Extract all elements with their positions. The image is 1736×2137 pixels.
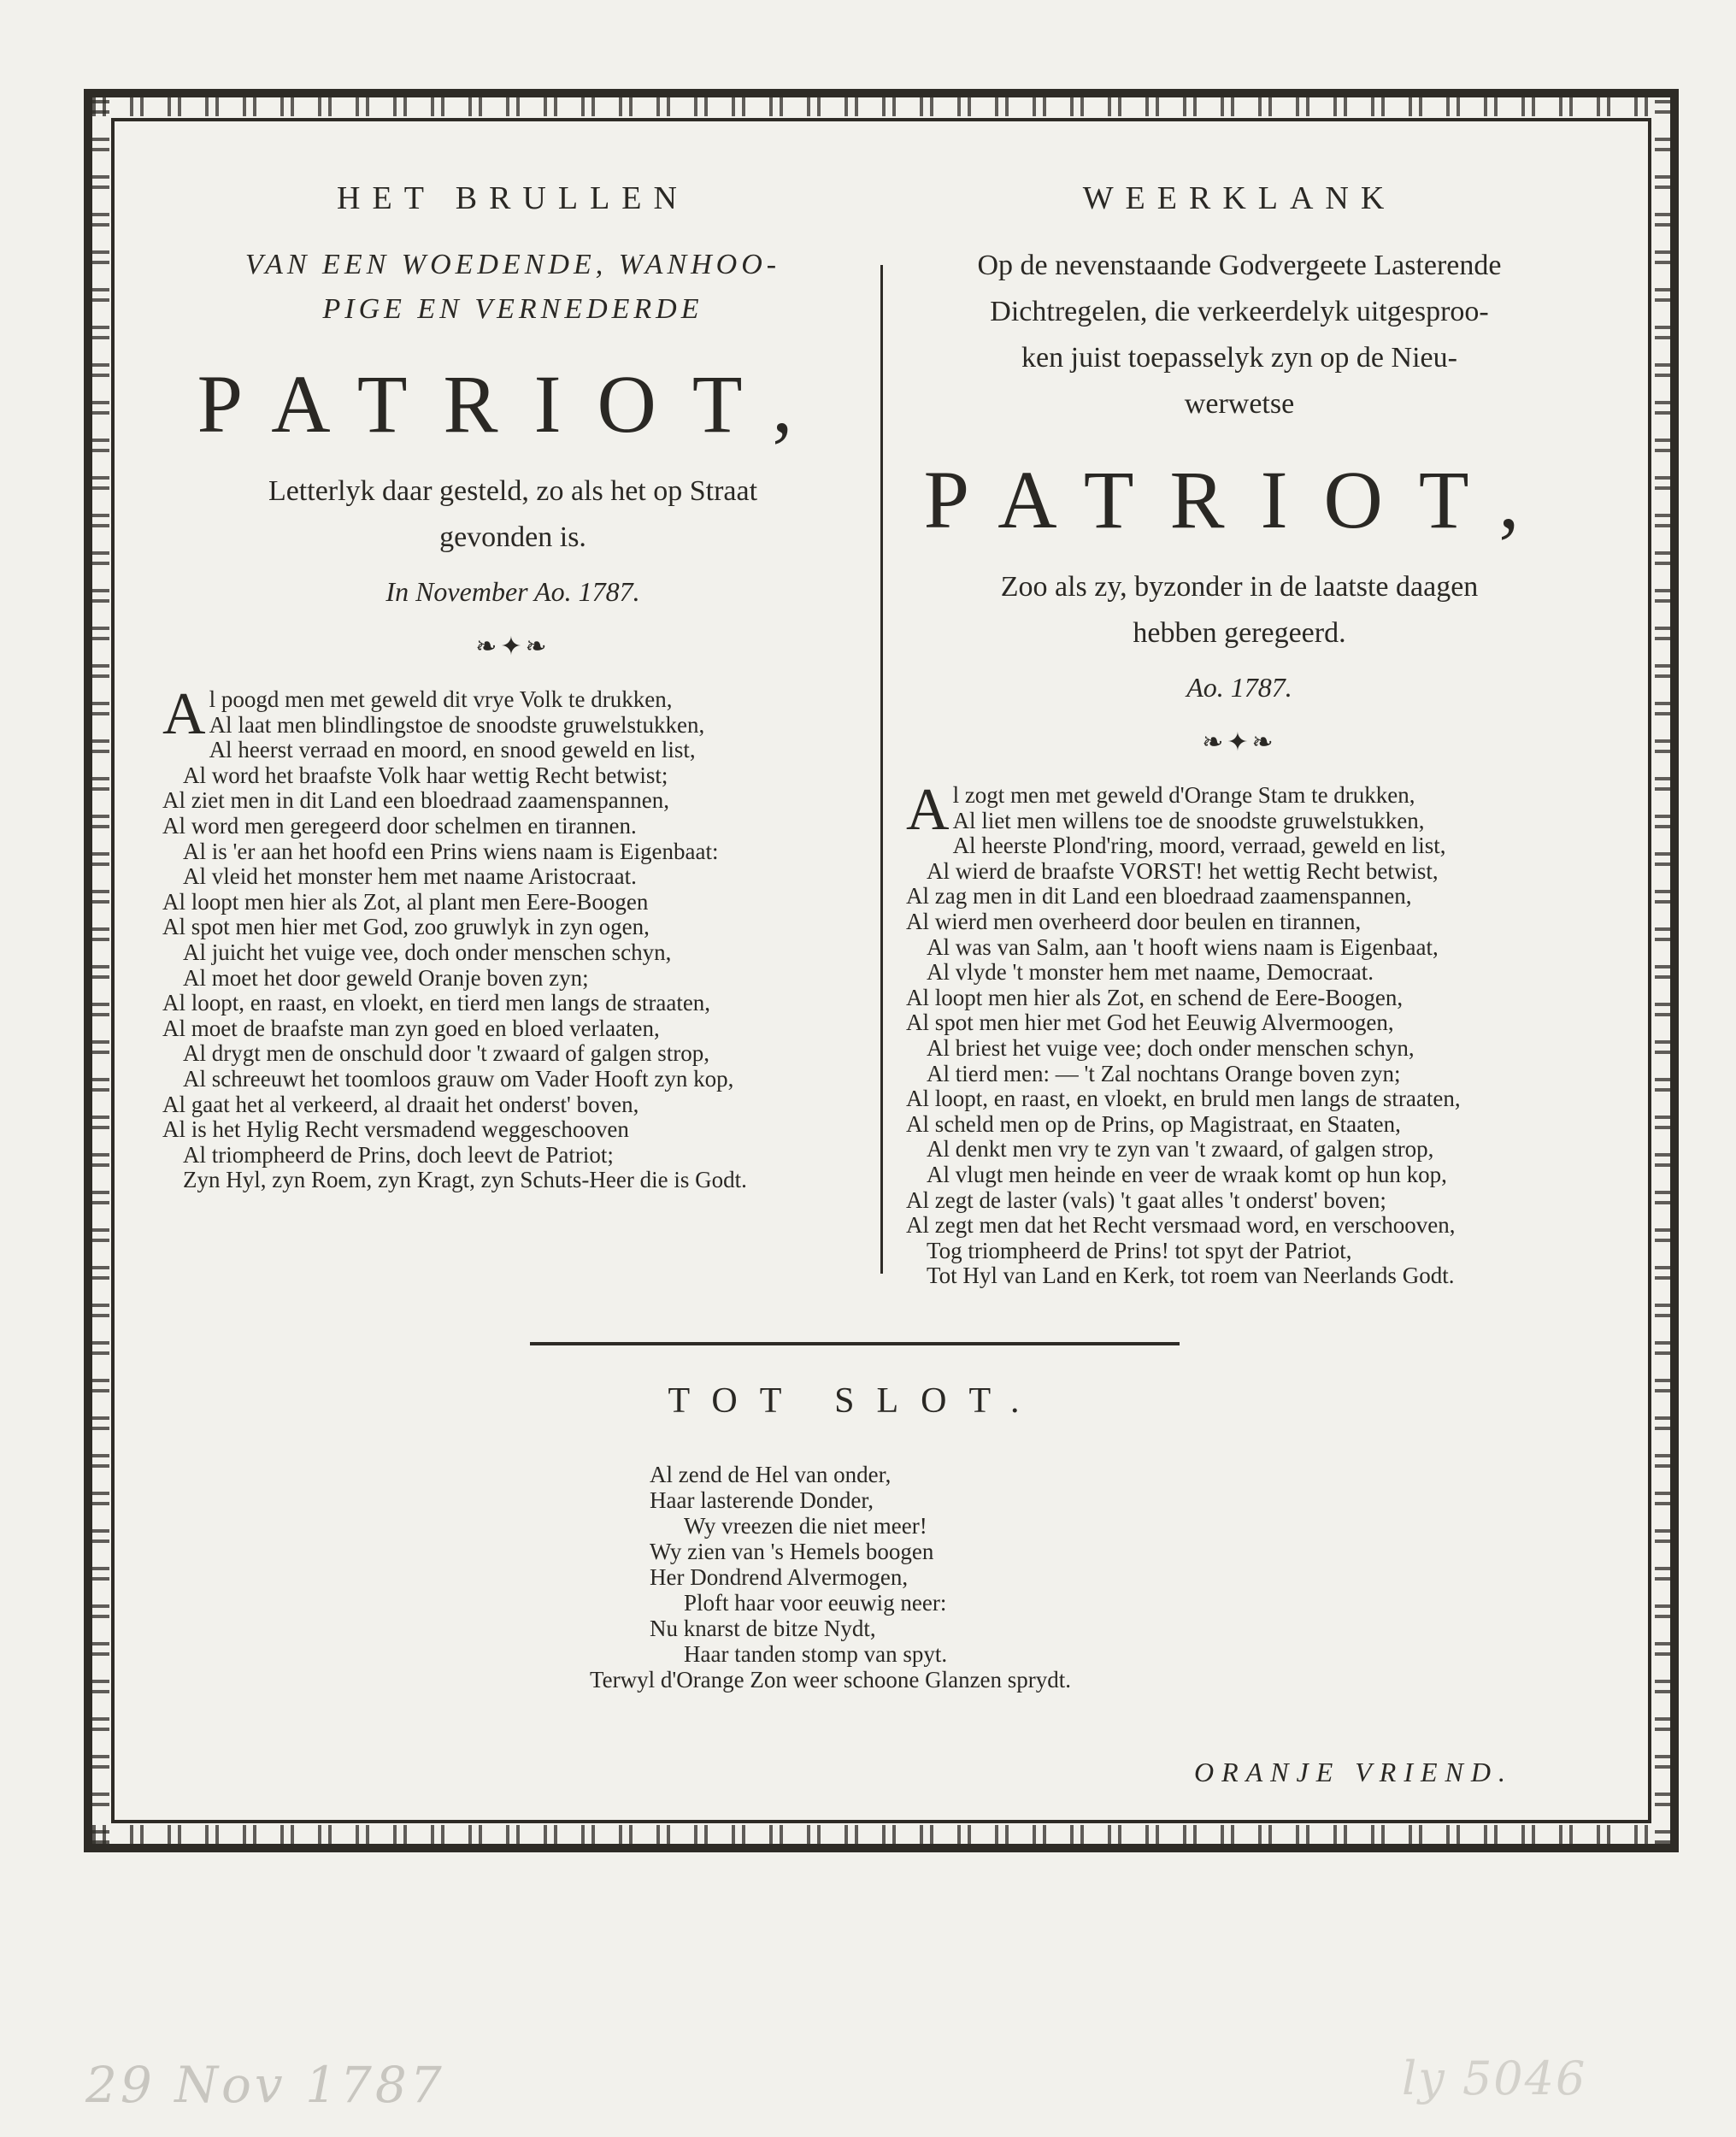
poem-line: Al gaat het al verkeerd, al draait het onderst' boven, [162,1091,639,1117]
poem-line: Al tierd men: — 't Zal nochtans Orange boven zyn; [927,1060,1401,1086]
poem-line: Ploft haar voor eeuwig neer: [684,1590,947,1616]
handwritten-inventory-annotation: ly 5046 [1402,2052,1587,2105]
left-column [162,171,863,1193]
fleuron-ornament-icon: ❧✦❧ [475,632,550,662]
left-date: In November Ao. 1787. [385,576,640,607]
poem-line: Haar lasterende Donder, [650,1487,874,1513]
poem-line: Al word het braafste Volk haar wettig Recht betwist; [183,762,668,788]
poem-line: Al vleid het monster hem met naame Aristocraat. [183,863,637,890]
poem-line: Al zegt de laster (vals) 't gaat alles 't onderst' boven; [906,1186,1386,1213]
poem-line: Al briest het vuige vee; doch onder menschen schyn, [927,1034,1415,1061]
poem-line: Al scheld men op de Prins, op Magistraat, en Staaten, [906,1110,1401,1137]
right-date: Ao. 1787. [1186,672,1292,703]
right-sub-5: Zoo als zy, byzonder in de laatste daagen [1000,571,1479,603]
poem-line: Al schreeuwt het toomloos grauw om Vader Hooft zyn kop, [183,1065,734,1092]
right-column [906,171,1573,1289]
right-title: PATRIOT, [923,454,1556,545]
poem-line: Al vlyde 't monster hem met naame, Democraat. [927,959,1374,986]
right-sub-1: Op de nevenstaande Godvergeete Lasterende [977,250,1502,281]
border-ornament-left [91,97,109,1844]
poem-line: Al liet men willens toe de snoodste gruwelstukken, [952,807,1425,833]
border-ornament-right [1655,97,1674,1844]
poem-line: Al loopt, en raast, en vloekt, en bruld men langs de straaten, [906,1086,1461,1112]
poem-line: l zogt men met geweld d'Orange Stam te drukken, [952,782,1415,808]
border-ornament-bottom [92,1825,1670,1846]
poem-line: Al drygt men de onschuld door 't zwaard of galgen strop, [183,1040,709,1067]
poem-line: Her Dondrend Alvermogen, [650,1564,909,1590]
poem-line: Al loopt, en raast, en vloekt, en tierd men langs de straaten, [162,990,711,1016]
poem-line: Wy vreezen die niet meer! [684,1513,927,1539]
poem-line: Al ziet men in dit Land een bloedraad zaamenspannen, [162,787,670,814]
poem-line: Al zend de Hel van onder, [650,1462,892,1487]
left-dropcap: A [162,681,206,747]
poem-line: Al denkt men vry te zyn van 't zwaard, of galgen strop, [927,1136,1434,1163]
poem-line: Al zegt men dat het Recht versmaad word, en verschooven, [906,1212,1456,1239]
poem-line: Terwyl d'Orange Zon weer schoone Glanzen sprydt. [590,1667,1072,1693]
poem-line: Al moet de braafste man zyn goed en bloed verlaaten, [162,1015,660,1041]
right-poem [906,777,1573,1289]
poem-line: Al word men geregeerd door schelmen en tirannen. [162,812,637,839]
poem-line: Al laat men blindlingstoe de snoodste gruwelstukken, [209,711,705,738]
poem-line: l poogd men met geweld dit vrye Volk te drukken, [209,686,673,712]
poem-line: Tot Hyl van Land en Kerk, tot roem van Neerlands Godt. [927,1263,1455,1289]
fleuron-ornament-icon: ❧✦❧ [1202,727,1277,757]
left-sub-1: Letterlyk daar gesteld, zo als het op Straat [268,475,758,507]
left-heading: HET BRULLEN [337,180,689,216]
poem-line: Al triompheerd de Prins, doch leevt de Patriot; [183,1141,614,1168]
poem-line: Al was van Salm, aan 't hooft wiens naam is Eigenbaat, [927,933,1439,960]
poem-line: Al wierd de braafste VORST! het wettig Recht betwist, [927,857,1439,884]
poem-line: Zyn Hyl, zyn Roem, zyn Kragt, zyn Schuts-Heer die is Godt. [183,1167,747,1193]
poem-line: Al loopt men hier als Zot, al plant men Eere-Boogen [162,888,649,915]
poem-line: Al spot men hier met God het Eeuwig Alvermoogen, [906,1010,1394,1036]
right-sub-2: Dichtregelen, die verkeerdelyk uitgesproo- [990,296,1489,327]
left-title: PATRIOT, [197,358,829,450]
poem-line: Al heerst verraad en moord, en snood geweld en list, [209,737,696,763]
poem-line: Al spot men hier met God, zoo gruwlyk in zyn ogen, [162,914,650,940]
poem-line: Wy zien van 's Hemels boogen [650,1539,934,1564]
section-divider [530,1342,1180,1345]
poem-line: Al loopt men hier als Zot, en schend de Eere-Boogen, [906,984,1404,1010]
poem-line: Nu knarst de bitze Nydt, [650,1616,876,1641]
right-sub-6: hebben geregeerd. [1133,617,1346,649]
right-sub-3: ken juist toepasselyk zyn op de Nieu- [1021,342,1457,374]
right-sub-4: werwetse [1184,388,1295,420]
poem-line: Haar tanden stomp van spyt. [684,1641,948,1667]
poem-line: Al heerste Plond'ring, moord, verraad, geweld en list, [952,833,1446,859]
column-divider [880,265,883,1274]
left-sub-2: gevonden is. [439,521,586,553]
handwritten-date-annotation: 29 Nov 1787 [85,2056,445,2114]
poem-line: Al moet het door geweld Oranje boven zyn; [183,964,589,991]
closing-poem [590,1462,1248,1693]
closing-heading: TOT SLOT. [668,1381,1042,1421]
poem-line: Al wierd men overheerd door beulen en tirannen, [906,908,1362,934]
right-dropcap: A [906,777,950,843]
poem-line: Al is het Hylig Recht versmadend weggeschooven [162,1116,629,1143]
border-ornament-top [92,96,1670,116]
poem-line: Al zag men in dit Land een bloedraad zaamenspannen, [906,883,1412,910]
left-subheading-1: VAN EEN WOEDENDE, WANHOO- [244,249,781,280]
signature: ORANJE VRIEND. [1193,1757,1513,1787]
left-poem [162,681,863,1193]
left-subheading-2: PIGE EN VERNEDERDE [322,293,703,325]
poem-line: Al juicht het vuige vee, doch onder menschen schyn, [183,939,672,965]
right-heading: WEERKLANK [1082,180,1397,216]
poem-line: Al is 'er aan het hoofd een Prins wiens naam is Eigenbaat: [183,838,719,864]
poem-line: Al vlugt men heinde en veer de wraak komt op hun kop, [927,1161,1447,1187]
poem-line: Tog triompheerd de Prins! tot spyt der Patriot, [927,1237,1352,1263]
